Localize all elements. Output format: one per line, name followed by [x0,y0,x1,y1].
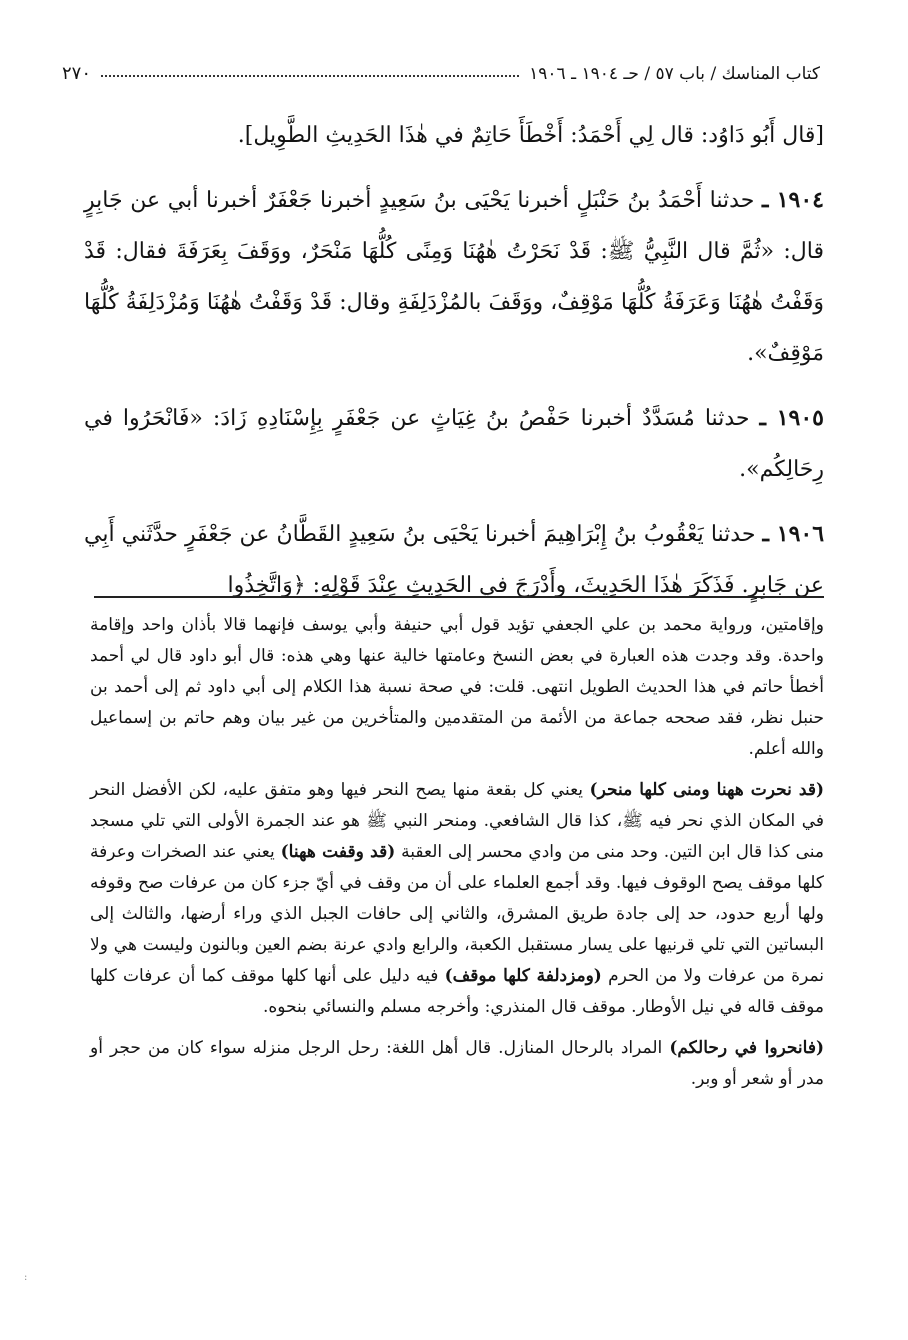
commentary-section [90,610,824,1105]
commentary-paragraph [90,775,824,1023]
hadith-1905 [84,393,824,495]
scan-mark: : [24,1272,28,1283]
hadith-1904 [84,175,824,379]
running-header [62,54,820,84]
commentary-text: المراد بالرحال المنازل. قال أهل اللغة: رحل الرجل منزله سواء كان من حجر أو مدر أو شعر أو وبر. [90,1038,824,1089]
hadith-number: ١٩٠٥ ـ [759,405,824,431]
abu-dawud-note: [قال أَبُو دَاوُد: قال لِي أَحْمَدُ: أَخْطَأَ حَاتِمٌ في هٰذَا الحَدِيثِ الطَّوِيل]. [237,123,824,148]
hadith-body: حدثنا أَحْمَدُ بنُ حَنْبَلٍ أخبرنا يَحْيَى بنُ سَعِيدٍ أخبرنا جَعْفَرٌ أخبرنا أبي عن جَابِرٍ قال: «ثُمَّ قال النَّبِيُّ ﷺ: قَدْ نَحَرْتُ هٰهُنَا وَمِنًى كُلُّهَا مَنْحَرٌ، ووَقَفَ بِعَرَفَةَ فقال: قَدْ وَقَفْتُ هٰهُنَا وَعَرَفَةُ كُلُّهَا مَوْقِفٌ، ووَقَفَ بالمُزْدَلِفَةِ وقال: قَدْ وَقَفْتُ هٰهُنَا وَمُزْدَلِفَةُ كُلُّهَا مَوْقِفٌ». [84,188,824,366]
commentary-text: فيه دليل على أنها كلها موقف كما أن عرفات كلها موقف قاله في نيل الأوطار. موقف قال المنذري: وأخرجه مسلم والنسائي بنحوه. [90,966,824,1017]
hadith-text [84,110,824,625]
commentary-text: يعني عند الصخرات وعرفة كلها موقف يصح الوقوف فيها. وقد أجمع العلماء على أن من وقف في أيّ جزء كان من عرفات صح وقوفه ولها أربع حدود، حد إلى جادة طريق المشرق، والثاني إلى حافات الجبل الذي وراء أرضها، والثالث إلى البساتين التي تلي قرنيها على يسار مستقبل الكعبة، والرابع وادي عرنة بضم العين وبالنون وليست هي ولا نمرة من عرفات ولا من الحرم [90,842,825,986]
commentary-lemma: (ومزدلفة كلها موقف) [444,966,602,986]
chapter-title: كتاب المناسك / باب ٥٧ / حـ ١٩٠٤ ـ ١٩٠٦ [529,64,820,84]
hadith-body: حدثنا مُسَدَّدٌ أخبرنا حَفْصُ بنُ غِيَاثٍ عن جَعْفَرٍ بِإِسْنَادِهِ زَادَ: «فَانْحَرُوا في رِحَالِكُم». [84,406,824,482]
hadith-number: ١٩٠٤ ـ [761,187,824,213]
commentary-text: يعني كل بقعة منها يصح النحر فيها وهو متفق عليه، لكن الأفضل النحر في المكان الذي نحر فيه ﷺ، كذا قال الشافعي. ومنحر النبي ﷺ هو عند الجمرة الأولى التي تلي مسجد منى كذا قال ابن التين. وحد منى من وادي محسر إلى العقبة [90,780,824,862]
header-dot-leader [101,74,519,77]
commentary-lemma: (فانحروا في رحالكم) [669,1038,824,1058]
page-number: ٢٧٠ [62,63,92,84]
hadith-number: ١٩٠٦ ـ [762,521,825,547]
commentary-lemma: (قد وقفت ههنا) [280,842,396,862]
hadith-body: حدثنا يَعْقُوبُ بنُ إِبْرَاهِيمَ أخبرنا يَحْيَى بنُ سَعِيدٍ القَطَّانُ عن جَعْفَرٍ حدَّثَني أَبِي عن جَابِرٍ. فَذَكَرَ هٰذَا الحَدِيثَ، وأَدْرَجَ في الحَدِيثِ عِنْدَ قَوْلِهِ: ﴿وَاتَّخِذُوا [84,522,824,598]
commentary-paragraph: وإقامتين، ورواية محمد بن علي الجعفي تؤيد قول أبي حنيفة وأبي يوسف فإنهما قالا بأذان واحد وإقامة واحدة. وقد وجدت هذه العبارة في بعض النسخ وعامتها خالية عنها وهي هذه: قال أبو داود قال لي أحمد أخطأ حاتم في هذا الحديث الطويل انتهى. قلت: في صحة نسبة هذا الكلام إلى أبي داود ثم إلى أحمد بن حنبل نظر، فقد صححه جماعة من الأئمة من المتقدمين والمتأخرين من غير بيان وهم حاتم بن إسماعيل والله أعلم. [90,615,824,759]
commentary-paragraph [90,1033,824,1095]
commentary-lemma: (قد نحرت ههنا ومنى كلها منحر) [589,780,825,800]
footnote-separator [94,596,824,598]
